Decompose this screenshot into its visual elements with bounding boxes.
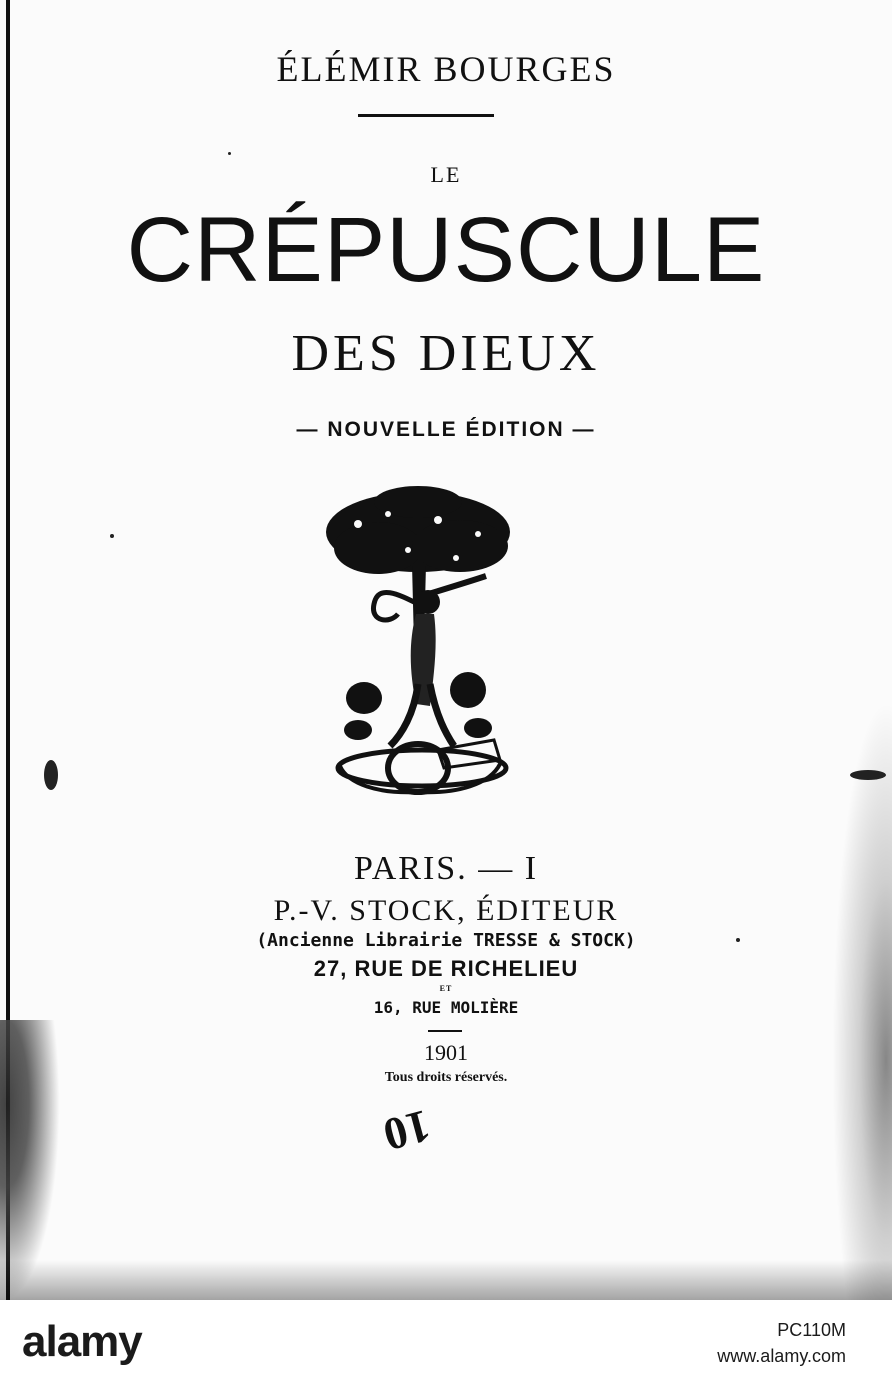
edition-label: — NOUVELLE ÉDITION — xyxy=(296,418,596,441)
rights-notice: Tous droits réservés. xyxy=(384,1070,508,1085)
imprint-address-2: 16, RUE MOLIÈRE xyxy=(373,998,519,1017)
imprint-rule xyxy=(428,1030,462,1032)
publication-year: 1901 xyxy=(424,1040,468,1065)
ink-speck xyxy=(850,770,886,780)
ink-speck xyxy=(44,760,58,790)
library-stamp-number: 10 xyxy=(378,1099,436,1162)
imprint-city: PARIS. — I xyxy=(353,850,539,887)
tree-figure-printer-mark-icon xyxy=(318,484,518,802)
imprint-address-1: 27, RUE DE RICHELIEU xyxy=(313,956,579,981)
title-article: LE xyxy=(430,162,462,187)
title-rule xyxy=(358,114,494,117)
imprint-former-name: (Ancienne Librairie TRESSE & STOCK) xyxy=(256,930,636,951)
ink-speck xyxy=(228,152,231,155)
watermark-logo: alamy xyxy=(22,1317,142,1366)
watermark-image-id: PC110M xyxy=(777,1320,846,1340)
ink-speck xyxy=(110,534,114,538)
imprint-conjunction: ET xyxy=(439,984,453,993)
imprint-publisher: P.-V. STOCK, ÉDITEUR xyxy=(273,894,619,927)
scan-noise-bottom xyxy=(0,1260,892,1300)
author-name: ÉLÉMIR BOURGES xyxy=(276,49,616,89)
book-title: CRÉPUSCULE xyxy=(126,199,766,301)
book-subtitle: DES DIEUX xyxy=(291,325,601,382)
watermark-site: www.alamy.com xyxy=(717,1346,846,1366)
